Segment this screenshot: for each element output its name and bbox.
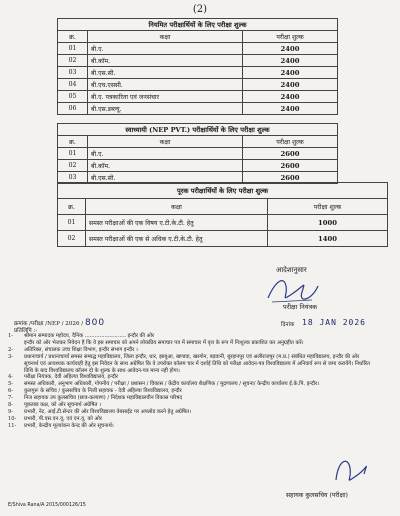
list-item [8, 354, 374, 375]
class-name: बी.कॉम. [88, 55, 243, 67]
list-item-text: प्रधानाचार्य / प्रधानाचार्या समस्त सम्बद्ध महाविद्यालय, जिला इन्दौर, धार, झाबुआ, खण्डवा, खरगोन, बड़वानी, बुरहानपुर एवं अलीराजपुर (म.प्र.) संबंधित महाविद्यालय, इन्दौर की ओर सूचनार्थ एवं आवश्यक कार्यवाही हेतु इस निवेदन के साथ अग्रेषित कि वे उपरोक्त कॉलम चार में दर्शाई तिथि को परीक्षा आवेदन-पत्र विश्वविद्यालय में अनिवार्य रूप से जमा करायेंगे। निर्धारित तिथि के बाद विश्वविद्यालय कॉलम दो के शुल्क के साथ आवेदन-पत्र मान्य नहीं होगा। [24, 353, 370, 374]
memo-ref-number: 800 [84, 318, 106, 328]
row-number: 02 [58, 55, 88, 67]
list-item-number: 5- [8, 381, 14, 388]
fee-amount: 2400 [243, 91, 338, 103]
table-row [58, 55, 338, 67]
list-item-text: प्रभारी, पी.एस.एन.यू. एवं एन.यू. को ओर [24, 415, 102, 422]
list-item-number: 1- [8, 333, 14, 339]
class-name: बी.एस.सी. [88, 67, 243, 79]
list-item-text: प्रभारी, केन्द्रीय मूल्यांकन केन्द्र की ओर सूचनार्थ। [24, 422, 114, 429]
fee-amount: 2600 [243, 148, 338, 160]
class-name: समस्त परीक्षाओं की एक से अधिक ए.टी.के.टी. हेतु [86, 231, 268, 247]
table-row [58, 215, 388, 231]
table-row [58, 43, 338, 55]
row-number: 03 [58, 67, 88, 79]
table-caption: नियमित परीक्षार्थियों के लिए परीक्षा शुल्क [58, 19, 338, 31]
table-row [58, 160, 338, 172]
class-name: बी.एच.एससी. [88, 79, 243, 91]
list-item-number: 9- [8, 408, 14, 415]
table-caption: स्वाध्यायी (NEP PVT.) परीक्षार्थियों के लिए परीक्षा शुल्क [58, 124, 338, 136]
date-stamp: 18 JAN 2026 [302, 318, 366, 327]
column-header: परीक्षा शुल्क [243, 31, 338, 43]
row-number: 05 [58, 91, 88, 103]
table-caption: पूरक परीक्षार्थियों के लिए परीक्षा शुल्क [58, 183, 388, 199]
fee-amount: 2400 [243, 67, 338, 79]
row-number: 02 [58, 231, 86, 247]
fee-amount: 1400 [268, 231, 388, 247]
row-number: 06 [58, 103, 88, 115]
table-header-row [58, 199, 388, 215]
row-number: 04 [58, 79, 88, 91]
table-header-row [58, 136, 338, 148]
list-item-number: 4- [8, 374, 14, 381]
copy-label: प्रतिलिपि :- [14, 328, 38, 334]
class-name: बी.ए. [88, 43, 243, 55]
date-label: दिनांक [281, 322, 295, 328]
list-item [8, 416, 374, 423]
distribution-list [8, 333, 374, 430]
column-header: कक्षा [88, 31, 243, 43]
regular-fee-table [57, 18, 338, 115]
class-name: समस्त परीक्षाओं की एक विषय ए.टी.के.टी. हेतु [86, 215, 268, 231]
column-header: क्र. [58, 31, 88, 43]
list-item-text: प्रभारी, नेट, आई.टी.सेन्टर की ओर विश्वविद्यालय वेबसाईट पर अपलोड करने हेतु अग्रेषित। [24, 408, 192, 415]
row-number: 01 [58, 43, 88, 55]
list-item-number: 6- [8, 388, 14, 395]
assistant-registrar-title: सहायक कुलसचिव (परीक्षा) [286, 492, 348, 499]
row-number: 02 [58, 160, 88, 172]
table-row [58, 103, 338, 115]
class-name: बी.ए. पत्रकारिता एवं जनसंचार [88, 91, 243, 103]
list-item [8, 333, 374, 340]
list-item-text: समस्त अधिकारी, अनुभाग अधिकारी, गोपनीय / परीक्षा / प्रशासन / विकास / केंद्रीय कार्यालय शैक्षणिक / मुद्रणालय / सूचना/ केन्द्रीय कार्यालय ई.के.पि. इन्दौर। [24, 381, 320, 388]
class-name: बी.एस.डब्ल्यू. [88, 103, 243, 115]
row-number: 03 [58, 172, 88, 184]
table-row [58, 148, 338, 160]
column-header: क्र. [58, 199, 86, 215]
list-item [8, 402, 374, 409]
row-number: 01 [58, 215, 86, 231]
column-header: परीक्षा शुल्क [243, 136, 338, 148]
list-item-number: 8- [8, 402, 14, 409]
private-fee-table [57, 123, 338, 184]
file-reference: E/Shiva Rana/A 2015/000126/15 [8, 503, 86, 508]
order-line: आदेशानुसार [276, 266, 307, 274]
table-row [58, 67, 338, 79]
list-item-text: पूछताछ कक्ष, को ओर सूचनार्थ अग्रेषित । [24, 402, 102, 409]
list-item-number: 7- [8, 395, 14, 402]
list-item-number: 10- [8, 415, 17, 422]
table-header-row [58, 31, 338, 43]
list-item-text: निज सहायक उप कुलसचिव (छात्र-कल्याण) / निदेशक महाविद्यालयीन विकास परिषद [24, 395, 183, 402]
list-item [8, 340, 374, 347]
page-number: (2) [192, 4, 208, 15]
list-item-text: परीक्षा नियंत्रक, देवी अहिल्या विश्वविद्यालय, इन्दौर [24, 374, 118, 381]
fee-amount: 2400 [243, 103, 338, 115]
class-name: बी.ए. [88, 148, 243, 160]
table-row [58, 91, 338, 103]
list-item-number: 2- [8, 346, 14, 353]
class-name: बी.कॉम. [88, 160, 243, 172]
list-item-text: श्रीमान सम्पादक महोदय, दैनिक ......................... इन्दौर की ओर [24, 333, 154, 339]
list-item-text: अतिरिक्त, संचालक उच्च शिक्षा विभाग, इन्दौर संभाग इन्दौर । [24, 346, 138, 353]
table-row [58, 79, 338, 91]
list-item-number: 11- [8, 422, 17, 429]
fee-amount: 2400 [243, 55, 338, 67]
fee-amount: 2600 [243, 172, 338, 184]
list-item-number: 3- [8, 353, 14, 360]
list-item-text: कुलगुरू के सचिव / कुलसचिव के निजी सहायक - देवी अहिल्या विश्वविद्यालय, इन्दौर [24, 388, 182, 395]
supplementary-fee-table [57, 182, 388, 247]
column-header: परीक्षा शुल्क [268, 199, 388, 215]
list-item [8, 347, 374, 354]
list-item-number [8, 340, 24, 347]
controller-title: परीक्षा नियंत्रक [283, 303, 318, 311]
fee-amount: 2400 [243, 43, 338, 55]
list-item [8, 409, 374, 416]
column-header: कक्षा [88, 136, 243, 148]
memo-ref-label: क्रमांक /परीक्षा /NEP / 2026 / [14, 321, 84, 327]
column-header: कक्षा [86, 199, 268, 215]
column-header: क्र. [58, 136, 88, 148]
table-row [58, 231, 388, 247]
fee-amount: 2600 [243, 160, 338, 172]
fee-amount: 1000 [268, 215, 388, 231]
list-item-text: इन्दौर को ओर भेजकर निवेदन है कि वे इस समाचार को अपने लोकप्रिय समाचार पत्र में समाचार में वृत्त के रूप में निःशुल्क प्रकाशित कर अनुग्रहीत करें। [24, 339, 304, 346]
list-item [8, 423, 374, 430]
class-name: बी.एस.सी. [88, 172, 243, 184]
assistant-registrar-signature-image [328, 450, 372, 490]
fee-amount: 2400 [243, 79, 338, 91]
row-number: 01 [58, 148, 88, 160]
